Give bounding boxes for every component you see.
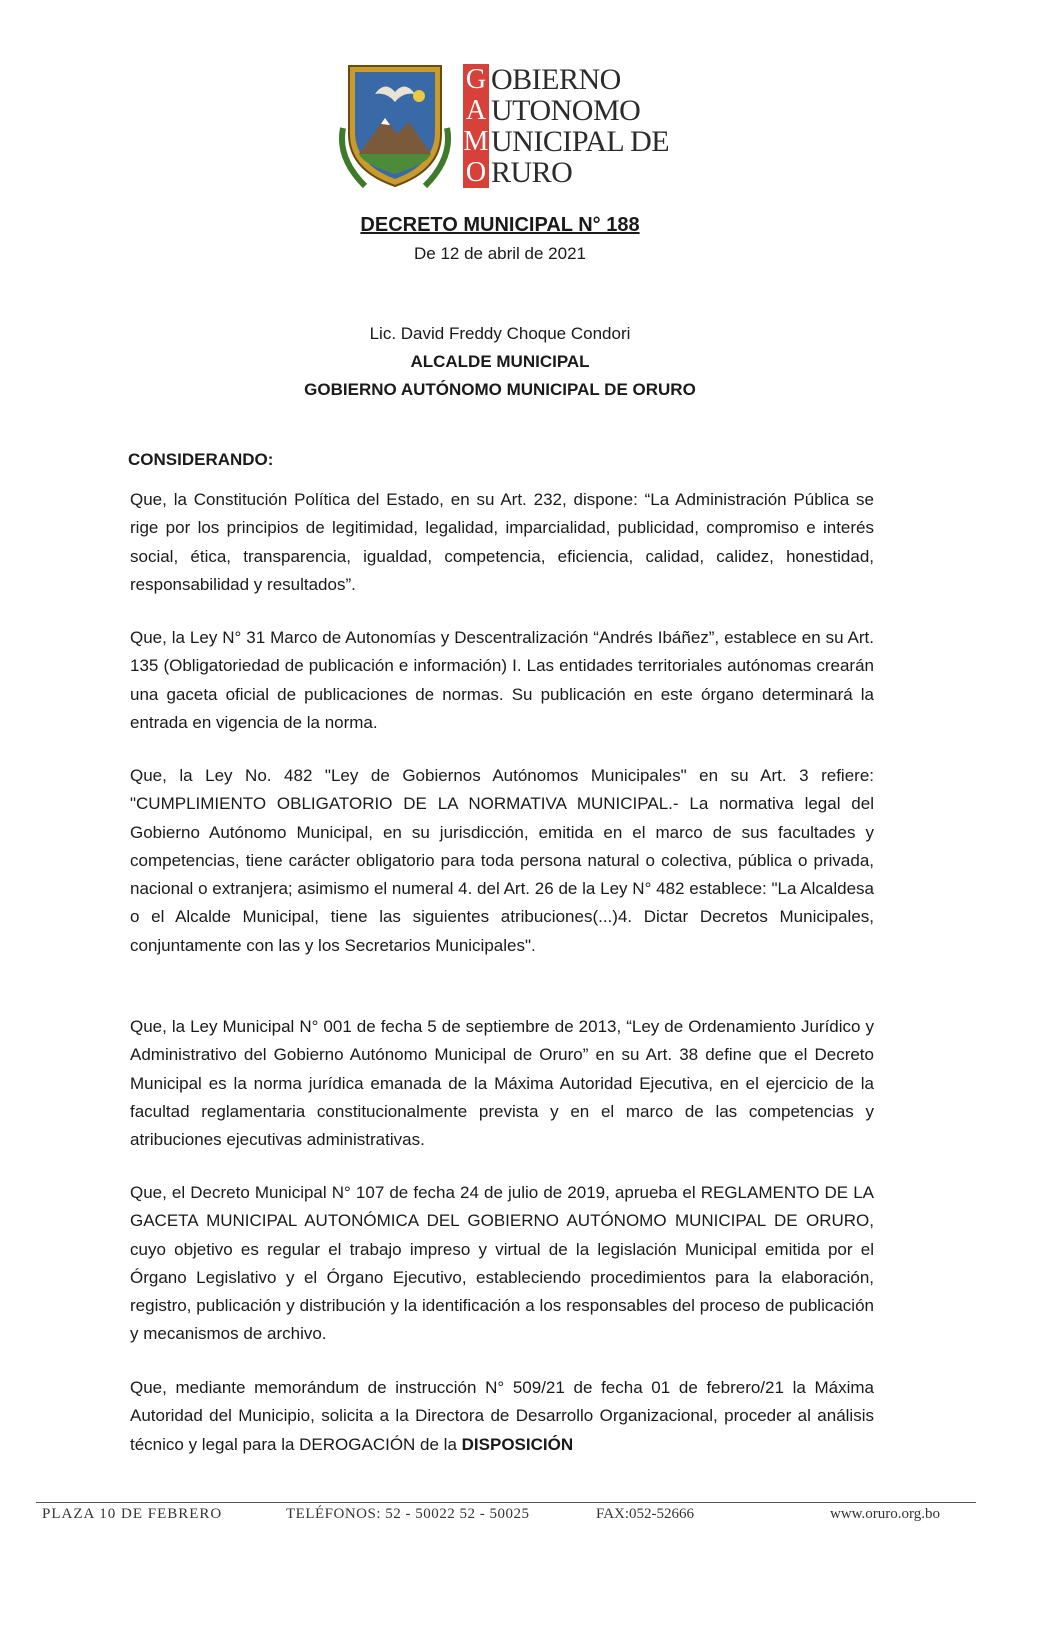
government-wordmark xyxy=(463,64,669,188)
footer-fax: FAX:052-52666 xyxy=(596,1506,695,1522)
wordmark-row xyxy=(463,157,669,188)
considerando-paragraph-last xyxy=(130,1374,874,1459)
decree-title: DECRETO MUNICIPAL N° 188 xyxy=(360,214,640,236)
footer-address: PLAZA 10 DE FEBRERO xyxy=(42,1506,223,1522)
footer-website: www.oruro.org.bo xyxy=(830,1506,940,1522)
section-heading: CONSIDERANDO: xyxy=(128,450,274,469)
wordmark-word: UNICIPAL DE xyxy=(491,125,670,158)
coat-of-arms-icon xyxy=(335,58,455,198)
considerando-paragraph: Que, la Ley No. 482 "Ley de Gobiernos Autónomos Municipales" en su Art. 3 refiere: "CUMPLIMIENTO OBLIGATORIO DE LA NORMATIVA MUNICIPAL.- La normativa legal del Gobierno Autónomo Municipal, en su jurisdicción, emitida en el marco de sus facultades y competencias, tiene carácter obligatorio para toda persona natural o colectiva, pública o privada, nacional o extranjera; asimismo el numeral 4. del Art. 26 de la Ley N° 482 establece: "La Alcaldesa o el Alcalde Municipal, tiene las siguientes atribuciones(...)4. Dictar Decretos Municipales, conjuntamente con las y los Secretarios Municipales". xyxy=(130,766,874,955)
considerando-paragraph: Que, la Ley Municipal N° 001 de fecha 5 de septiembre de 2013, “Ley de Ordenamiento Jurídico y Administrativo del Gobierno Autónomo Municipal de Oruro” en su Art. 38 define que el Decreto Municipal es la norma jurídica emanada de la Máxima Autoridad Ejecutiva, en el ejercicio de la facultad reglamentaria constitucionalmente prevista y en el marco de las competencias y atribuciones ejecutivas administrativas. xyxy=(130,1017,874,1150)
wordmark-word: OBIERNO xyxy=(491,63,621,96)
decree-date: De 12 de abril de 2021 xyxy=(413,244,587,263)
municipal-logo xyxy=(335,58,715,198)
footer-phones: TELÉFONOS: 52 - 50022 52 - 50025 xyxy=(286,1506,530,1522)
wordmark-word: UTONOMO xyxy=(491,94,641,127)
wordmark-word: RURO xyxy=(491,156,573,189)
wordmark-initial: M xyxy=(463,126,489,157)
wordmark-row xyxy=(463,95,669,126)
considerando-paragraph: Que, el Decreto Municipal N° 107 de fecha 24 de julio de 2019, aprueba el REGLAMENTO DE LA GACETA MUNICIPAL AUTONÓMICA DEL GOBIERNO AUTÓNOMO MUNICIPAL DE ORURO, cuyo objetivo es regular el trabajo impreso y virtual de la legislación Municipal emitida por el Órgano Legislativo y el Órgano Ejecutivo, estableciendo procedimientos para la elaboración, registro, publicación y distribución y la identificación a los responsables del proceso de publicación y mecanismos de archivo. xyxy=(130,1183,874,1344)
government-name: GOBIERNO AUTÓNOMO MUNICIPAL DE ORURO xyxy=(304,380,696,399)
wordmark-initial: G xyxy=(463,64,489,95)
paragraph-bold-tail: DISPOSICIÓN xyxy=(461,1434,574,1454)
wordmark-row xyxy=(463,64,669,95)
considerando-paragraph: Que, la Ley N° 31 Marco de Autonomías y Descentralización “Andrés Ibáñez”, establece en su Art. 135 (Obligatoriedad de publicación e información) I. Las entidades territoriales autónomas crearán una gaceta oficial de publicaciones de normas. Su publicación en este órgano determinará la entrada en vigencia de la norma. xyxy=(130,628,874,732)
mayor-name: Lic. David Freddy Choque Condori xyxy=(369,324,631,343)
footer-divider xyxy=(36,1502,976,1503)
wordmark-initial: A xyxy=(463,95,489,126)
paragraph-text: Que, mediante memorándum de instrucción N° 509/21 de fecha 01 de febrero/21 la Máxima Autoridad del Municipio, solicita a la Directora de Desarrollo Organizacional, proceder al análisis técnico y legal para la DEROGACIÓN de la xyxy=(130,1378,874,1454)
wordmark-row xyxy=(463,126,669,157)
mayor-role: ALCALDE MUNICIPAL xyxy=(410,352,590,371)
considerando-paragraph: Que, la Constitución Política del Estado, en su Art. 232, dispone: “La Administración Pública se rige por los principios de legitimidad, legalidad, imparcialidad, publicidad, compromiso e interés social, ética, transparencia, igualdad, competencia, eficiencia, calidad, calidez, honestidad, responsabilidad y resultados”. xyxy=(130,490,874,594)
wordmark-initial: O xyxy=(463,157,489,188)
